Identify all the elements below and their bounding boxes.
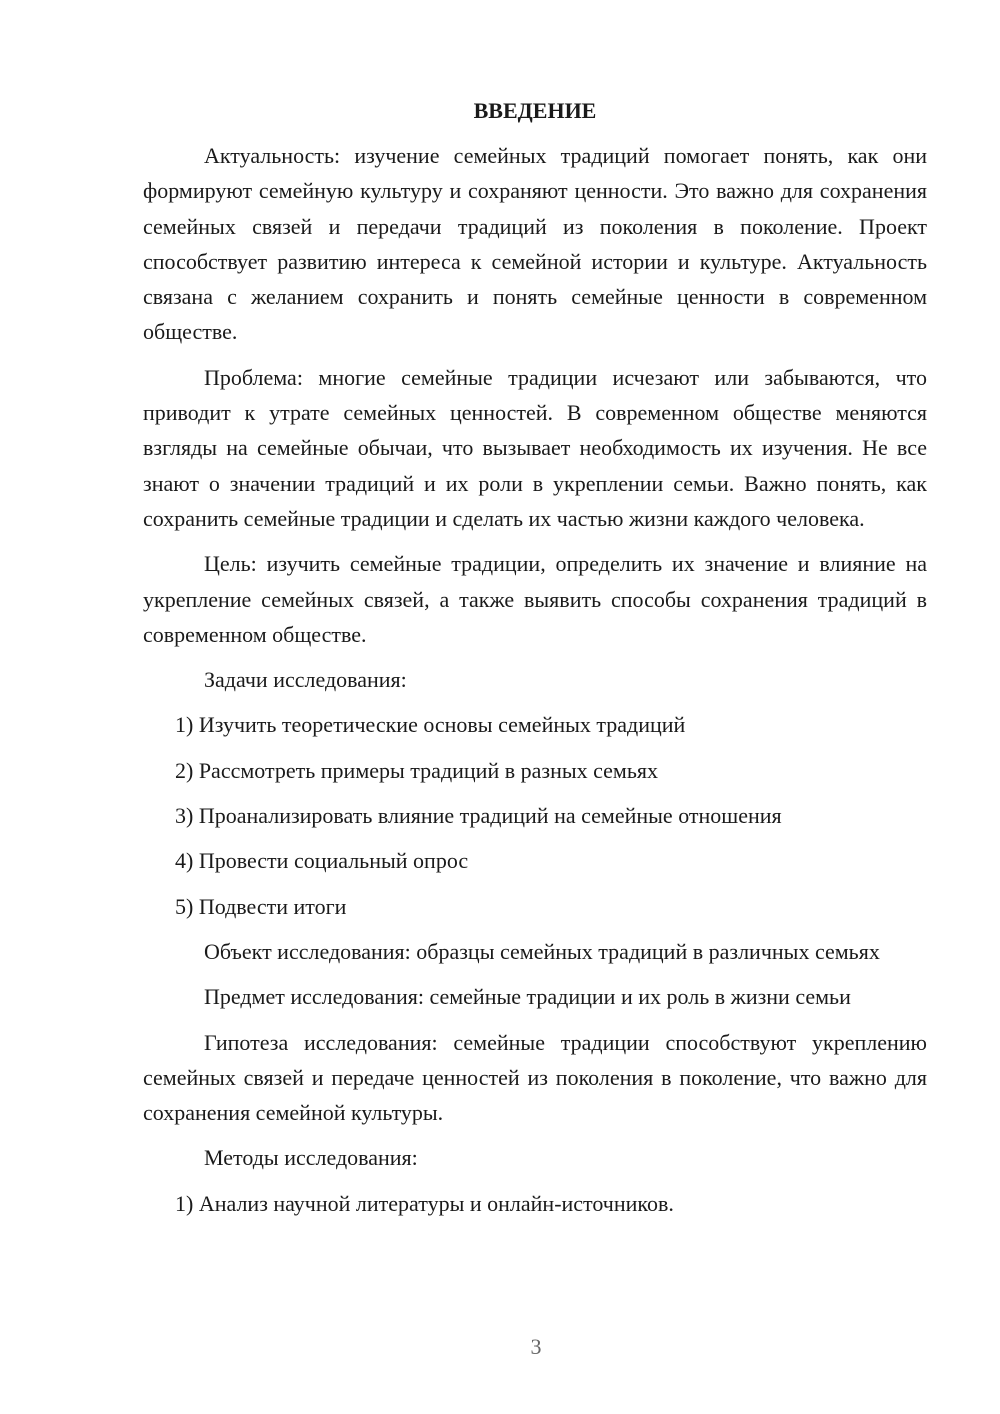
methods-heading: Методы исследования: — [204, 1145, 418, 1171]
goal-paragraph: Цель: изучить семейные традиции, определить их значение и влияние на укрепление семейных связей, а также выявить способы сохранения традиций в современном обществе. — [143, 551, 927, 647]
page-content — [143, 96, 927, 1231]
task-item: 1) Изучить теоретические основы семейных традиций — [175, 712, 686, 738]
task-item: 5) Подвести итоги — [175, 893, 347, 919]
method-item: 1) Анализ научной литературы и онлайн-источников. — [175, 1190, 674, 1216]
hypothesis-paragraph: Гипотеза исследования: семейные традиции способствуют укреплению семейных связей и передаче ценностей из поколения в поколение, что важно для сохранения семейной культуры. — [143, 1029, 927, 1126]
task-item: 2) Рассмотреть примеры традиций в разных семьях — [175, 757, 659, 783]
relevance-paragraph: Актуальность: изучение семейных традиций помогает понять, как они формируют семейную культуру и сохраняют ценности. Это важно для сохранения семейных связей и передачи традиций из поколения в поколение. Проект способствует развитию интереса к семейной истории и культуре. Актуальность связана с желанием сохранить и понять семейные ценности в современном обществе. — [143, 143, 927, 345]
section-title: ВВЕДЕНИЕ — [473, 98, 597, 123]
page-number: 3 — [530, 1334, 542, 1359]
task-item: 4) Провести социальный опрос — [175, 848, 469, 874]
problem-paragraph: Проблема: многие семейные традиции исчезают или забываются, что приводит к утрате семейных ценностей. В современном обществе меняются взгляды на семейные обычаи, что вызывает необходимость их изучения. Не все знают о значении традиций и их роли в укреплении семьи. Важно понять, как сохранить семейные традиции и сделать их частью жизни каждого человека. — [143, 364, 927, 531]
task-item: 3) Проанализировать влияние традиций на семейные отношения — [175, 803, 782, 829]
tasks-heading: Задачи исследования: — [204, 667, 407, 693]
object-paragraph: Объект исследования: образцы семейных традиций в различных семьях — [204, 938, 880, 964]
subject-paragraph: Предмет исследования: семейные традиции и их роль в жизни семьи — [204, 984, 851, 1010]
